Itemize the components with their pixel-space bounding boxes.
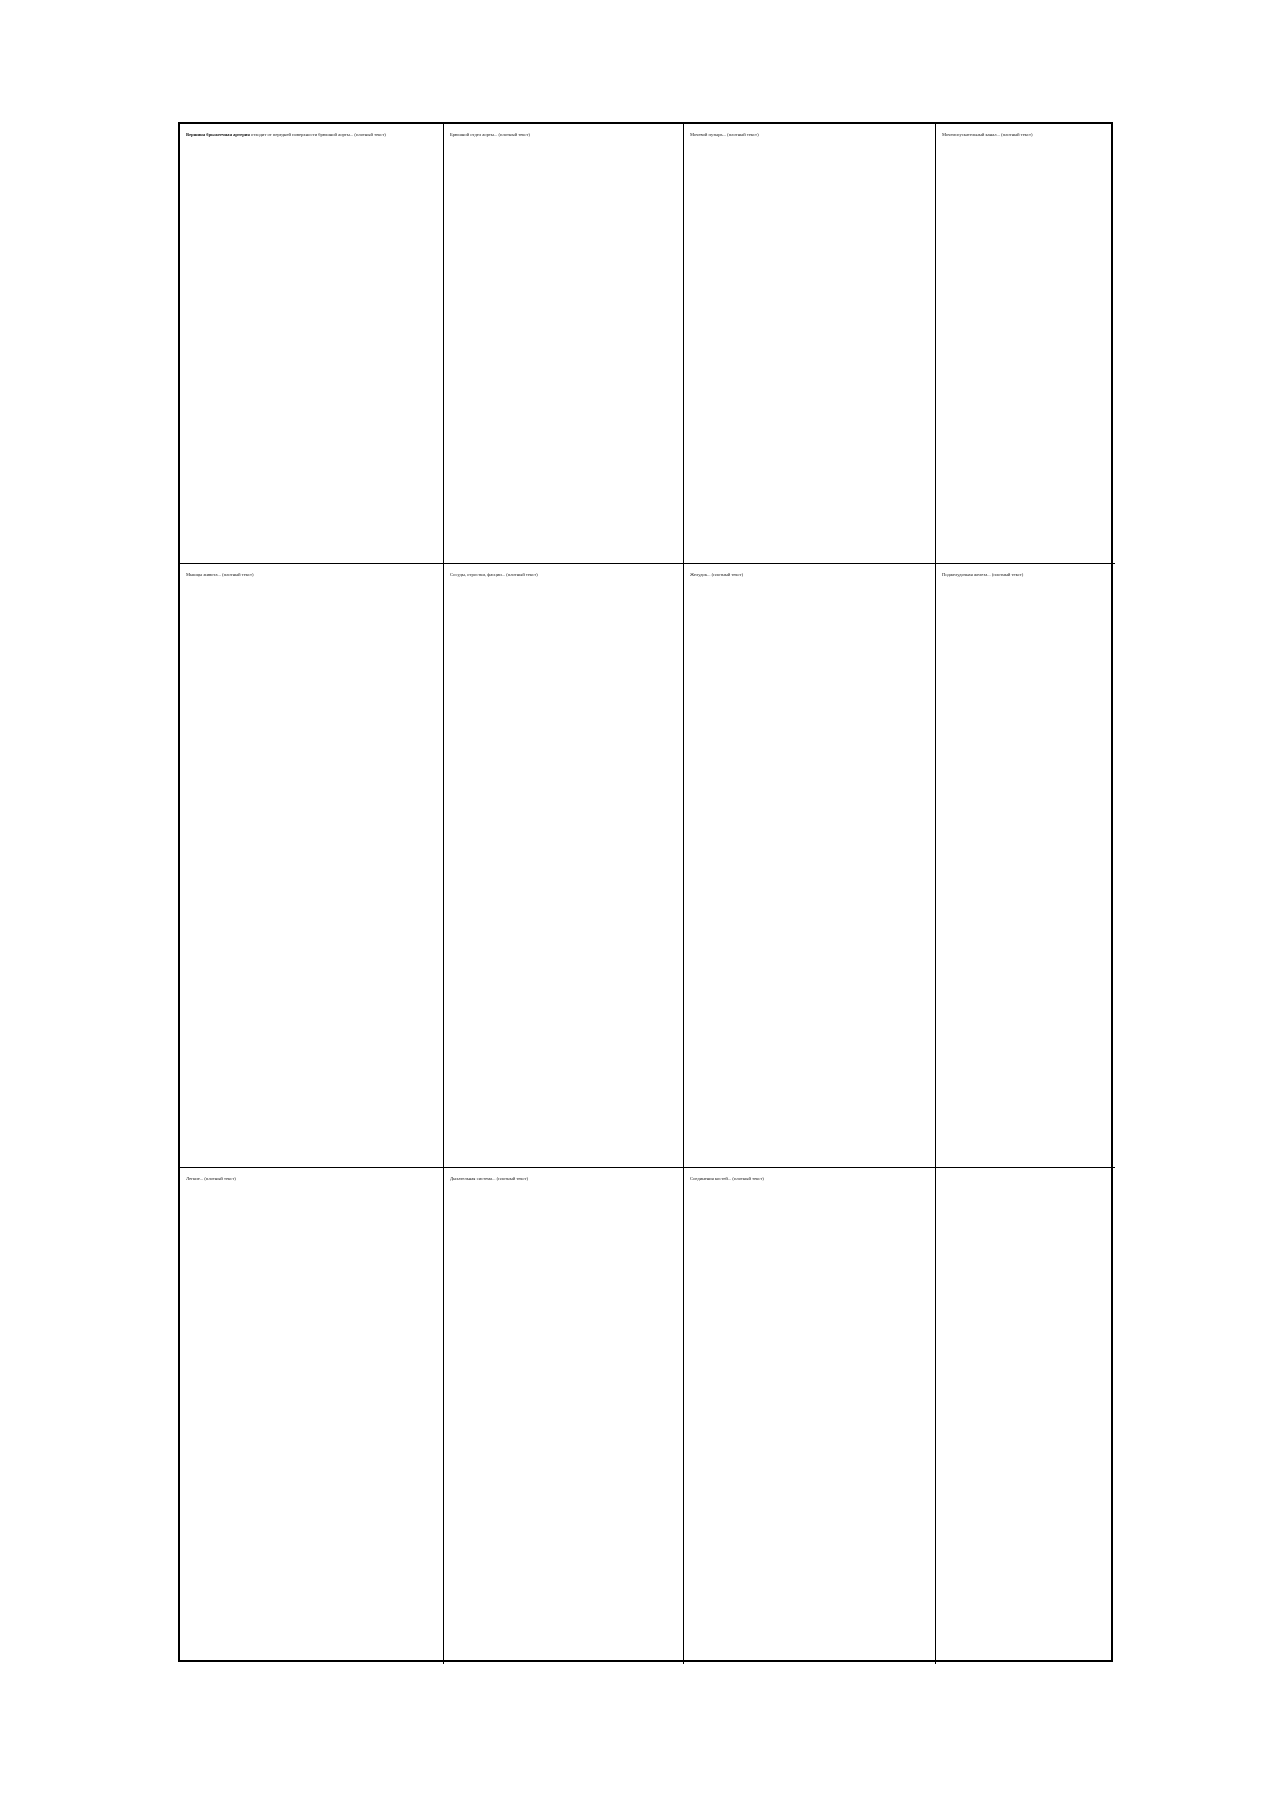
cell-8 — [936, 564, 1115, 1168]
cell-7 — [684, 564, 936, 1168]
cell-text: отходит от передней поверхности брюшной аорты... (плотный текст) — [251, 132, 386, 137]
cell-5 — [180, 564, 444, 1168]
cell-text: Поджелудочная железа... (плотный текст) — [942, 572, 1024, 577]
cell-text: Мочеиспускательный канал... (плотный текст) — [942, 132, 1033, 137]
cell-text: Сосуды, отростки, фасции... (плотный текст) — [450, 572, 538, 577]
cell-title: Вершина брыжеечная артерия — [186, 132, 250, 137]
cell-text: Мочевой пузырь... (плотный текст) — [690, 132, 759, 137]
cell-12 — [936, 1168, 1115, 1664]
cell-2 — [444, 124, 684, 564]
cell-3 — [684, 124, 936, 564]
cell-text: Желудок... (плотный текст) — [690, 572, 744, 577]
cell-1 — [180, 124, 444, 564]
cell-text: Мышцы живота... (плотный текст) — [186, 572, 254, 577]
cell-10 — [444, 1168, 684, 1664]
cell-6 — [444, 564, 684, 1168]
cell-text: Брюшной отдел аорты... (плотный текст) — [450, 132, 530, 137]
cell-4 — [936, 124, 1115, 564]
notes-sheet — [178, 122, 1113, 1662]
cell-11 — [684, 1168, 936, 1664]
cell-text: Дыхательная система... (плотный текст) — [450, 1176, 529, 1181]
cell-text: Соединения костей... (плотный текст) — [690, 1176, 764, 1181]
cell-text: Легкие... (плотный текст) — [186, 1176, 236, 1181]
cell-9 — [180, 1168, 444, 1664]
